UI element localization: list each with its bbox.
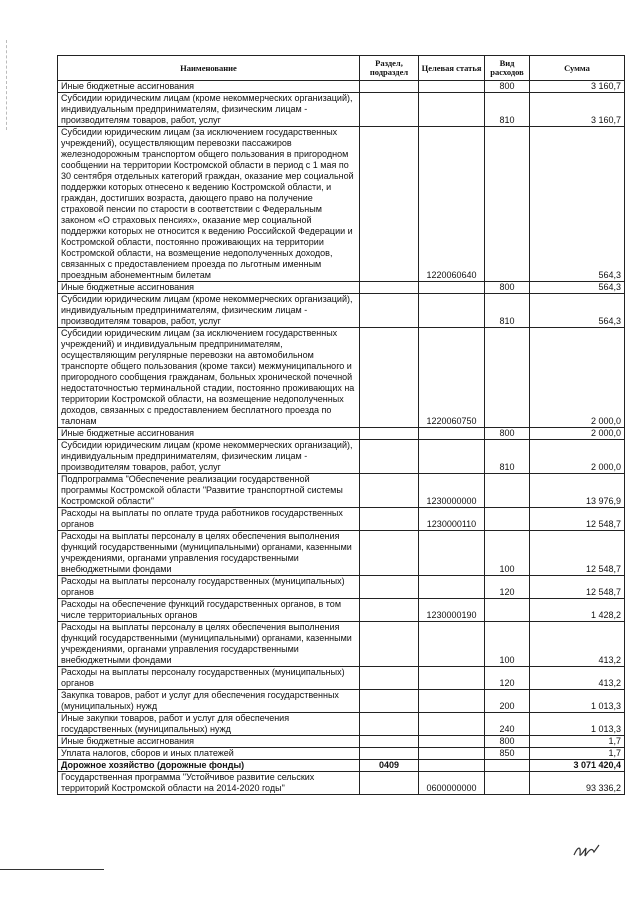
cell-section (360, 474, 419, 508)
cell-target (419, 622, 485, 667)
cell-amount: 3 160,7 (530, 81, 625, 93)
cell-name: Субсидии юридическим лицам (за исключением государственных учреждений) и индивидуальным предпринимателям, осуществляющим регулярные перевозки на автомобильном транспорте общего пользования (кроме такси) межмуниципального и пригородного сообщения гражданам, больных хронической почечной недостаточностью терминальной стадии, постоянно проживающих на территории Костромской области, на возмещение недополученных доходов, связанных с предоставлением бесплатного проезда по талонам (58, 328, 360, 428)
cell-name: Иные бюджетные ассигнования (58, 282, 360, 294)
table-row (58, 576, 625, 599)
table-row (58, 81, 625, 93)
cell-name: Закупка товаров, работ и услуг для обеспечения государственных (муниципальных) нужд (58, 690, 360, 713)
cell-name: Государственная программа "Устойчивое развитие сельских территорий Костромской области на 2014-2020 годы" (58, 772, 360, 795)
header-amount: Сумма (530, 56, 625, 81)
cell-section (360, 440, 419, 474)
cell-kind: 810 (485, 93, 530, 127)
cell-name: Расходы на выплаты персоналу государственных (муниципальных) органов (58, 576, 360, 599)
cell-name: Иные бюджетные ассигнования (58, 736, 360, 748)
cell-kind: 810 (485, 294, 530, 328)
cell-target (419, 736, 485, 748)
cell-amount: 2 000,0 (530, 328, 625, 428)
cell-name: Иные бюджетные ассигнования (58, 428, 360, 440)
cell-kind: 200 (485, 690, 530, 713)
cell-amount: 93 336,2 (530, 772, 625, 795)
cell-section (360, 667, 419, 690)
cell-section (360, 282, 419, 294)
cell-target: 1220060750 (419, 328, 485, 428)
cell-section (360, 508, 419, 531)
table-row (58, 508, 625, 531)
table-header-row (58, 56, 625, 81)
cell-name: Дорожное хозяйство (дорожные фонды) (58, 760, 360, 772)
cell-section (360, 772, 419, 795)
cell-target: 1230000000 (419, 474, 485, 508)
cell-kind: 800 (485, 428, 530, 440)
table-row (58, 127, 625, 282)
table-row (58, 440, 625, 474)
cell-amount: 12 548,7 (530, 576, 625, 599)
cell-target (419, 294, 485, 328)
cell-section (360, 328, 419, 428)
cell-amount: 12 548,7 (530, 531, 625, 576)
cell-kind (485, 599, 530, 622)
cell-section (360, 736, 419, 748)
table-row (58, 531, 625, 576)
signature-mark (572, 842, 602, 860)
cell-amount: 564,3 (530, 127, 625, 282)
cell-section (360, 294, 419, 328)
cell-name: Субсидии юридическим лицам (кроме некоммерческих организаций), индивидуальным предпринимателям, физическим лицам - производителям товаров, работ, услуг (58, 294, 360, 328)
table-row (58, 328, 625, 428)
cell-section: 0409 (360, 760, 419, 772)
cell-name: Расходы на выплаты персоналу в целях обеспечения выполнения функций государственными (муниципальными) органами, казенными учреждениями, органами управления государственными внебюджетными фондами (58, 622, 360, 667)
table-row (58, 93, 625, 127)
cell-amount: 1 013,3 (530, 690, 625, 713)
cell-target (419, 282, 485, 294)
cell-amount: 564,3 (530, 294, 625, 328)
header-section: Раздел, подраздел (360, 56, 419, 81)
cell-target (419, 81, 485, 93)
cell-amount: 1 428,2 (530, 599, 625, 622)
table-row (58, 760, 625, 772)
cell-kind (485, 474, 530, 508)
cell-section (360, 127, 419, 282)
cell-name: Иные бюджетные ассигнования (58, 81, 360, 93)
cell-amount: 413,2 (530, 622, 625, 667)
cell-amount: 413,2 (530, 667, 625, 690)
cell-name: Субсидии юридическим лицам (кроме некоммерческих организаций), индивидуальным предпринимателям, физическим лицам - производителям товаров, работ, услуг (58, 440, 360, 474)
cell-amount: 13 976,9 (530, 474, 625, 508)
cell-kind: 100 (485, 622, 530, 667)
table-row (58, 690, 625, 713)
cell-kind (485, 508, 530, 531)
cell-section (360, 599, 419, 622)
cell-section (360, 531, 419, 576)
cell-amount: 564,3 (530, 282, 625, 294)
cell-name: Расходы на выплаты персоналу государственных (муниципальных) органов (58, 667, 360, 690)
cell-name: Иные закупки товаров, работ и услуг для обеспечения государственных (муниципальных) нужд (58, 713, 360, 736)
cell-kind (485, 772, 530, 795)
cell-section (360, 690, 419, 713)
margin-binding-mark (6, 40, 9, 130)
table-row (58, 622, 625, 667)
cell-target (419, 531, 485, 576)
cell-section (360, 576, 419, 599)
budget-expenditure-table (57, 55, 625, 795)
cell-amount: 2 000,0 (530, 440, 625, 474)
header-kind: Вид расходов (485, 56, 530, 81)
cell-target (419, 93, 485, 127)
header-name: Наименование (58, 56, 360, 81)
cell-amount: 12 548,7 (530, 508, 625, 531)
cell-kind: 800 (485, 736, 530, 748)
cell-kind (485, 328, 530, 428)
cell-amount: 3 071 420,4 (530, 760, 625, 772)
table-row (58, 667, 625, 690)
cell-section (360, 748, 419, 760)
cell-amount: 1,7 (530, 748, 625, 760)
cell-kind (485, 127, 530, 282)
table-row (58, 736, 625, 748)
cell-target (419, 760, 485, 772)
cell-target: 1230000110 (419, 508, 485, 531)
cell-kind: 850 (485, 748, 530, 760)
cell-name: Субсидии юридическим лицам (за исключением государственных учреждений), осуществляющим перевозки пассажиров железнодорожным транспортом общего пользования в пригородном сообщении на территории Костромской области в период с 1 мая по 30 сентября отдельных категорий граждан, оказание мер социальной поддержки которых отнесено к ведению Костромской области, и граждан, достигших возраста, дающего право на получение страховой пенсии по старости в соответствии с Федеральным законом «О страховых пенсиях», оказание мер социальной поддержки которых не относится к ведению Российской Федерации и Костромской области, постоянно проживающих на территории Костромской области, на возмещение недополученных доходов, связанных с предоставлением проезда по льготным именным проездным абонементным билетам (58, 127, 360, 282)
cell-kind: 120 (485, 667, 530, 690)
cell-target: 1230000190 (419, 599, 485, 622)
cell-name: Уплата налогов, сборов и иных платежей (58, 748, 360, 760)
cell-kind: 800 (485, 81, 530, 93)
cell-kind: 810 (485, 440, 530, 474)
cell-kind: 120 (485, 576, 530, 599)
footnote-rule (0, 869, 104, 870)
table-row (58, 474, 625, 508)
table-row (58, 294, 625, 328)
cell-target (419, 713, 485, 736)
table-row (58, 748, 625, 760)
cell-name: Субсидии юридическим лицам (кроме некоммерческих организаций), индивидуальным предпринимателям, физическим лицам - производителям товаров, работ, услуг (58, 93, 360, 127)
cell-section (360, 428, 419, 440)
cell-amount: 2 000,0 (530, 428, 625, 440)
cell-target: 1220060640 (419, 127, 485, 282)
cell-section (360, 81, 419, 93)
cell-target (419, 667, 485, 690)
table-body (58, 81, 625, 795)
cell-section (360, 622, 419, 667)
cell-amount: 3 160,7 (530, 93, 625, 127)
cell-kind: 100 (485, 531, 530, 576)
cell-kind: 800 (485, 282, 530, 294)
cell-target (419, 440, 485, 474)
cell-amount: 1,7 (530, 736, 625, 748)
table-row (58, 428, 625, 440)
cell-section (360, 713, 419, 736)
cell-target: 0600000000 (419, 772, 485, 795)
cell-target (419, 428, 485, 440)
table-row (58, 713, 625, 736)
cell-target (419, 690, 485, 713)
table-row (58, 282, 625, 294)
cell-name: Расходы на выплаты персоналу в целях обеспечения выполнения функций государственными (муниципальными) органами, казенными учреждениями, органами управления государственными внебюджетными фондами (58, 531, 360, 576)
table-row (58, 599, 625, 622)
cell-kind: 240 (485, 713, 530, 736)
cell-name: Расходы на выплаты по оплате труда работников государственных органов (58, 508, 360, 531)
cell-section (360, 93, 419, 127)
cell-amount: 1 013,3 (530, 713, 625, 736)
header-target: Целевая статья (419, 56, 485, 81)
cell-name: Подпрограмма "Обеспечение реализации государственной программы Костромской области "Развитие транспортной системы Костромской области" (58, 474, 360, 508)
cell-target (419, 748, 485, 760)
cell-target (419, 576, 485, 599)
table-row (58, 772, 625, 795)
cell-name: Расходы на обеспечение функций государственных органов, в том числе территориальных органов (58, 599, 360, 622)
cell-kind (485, 760, 530, 772)
